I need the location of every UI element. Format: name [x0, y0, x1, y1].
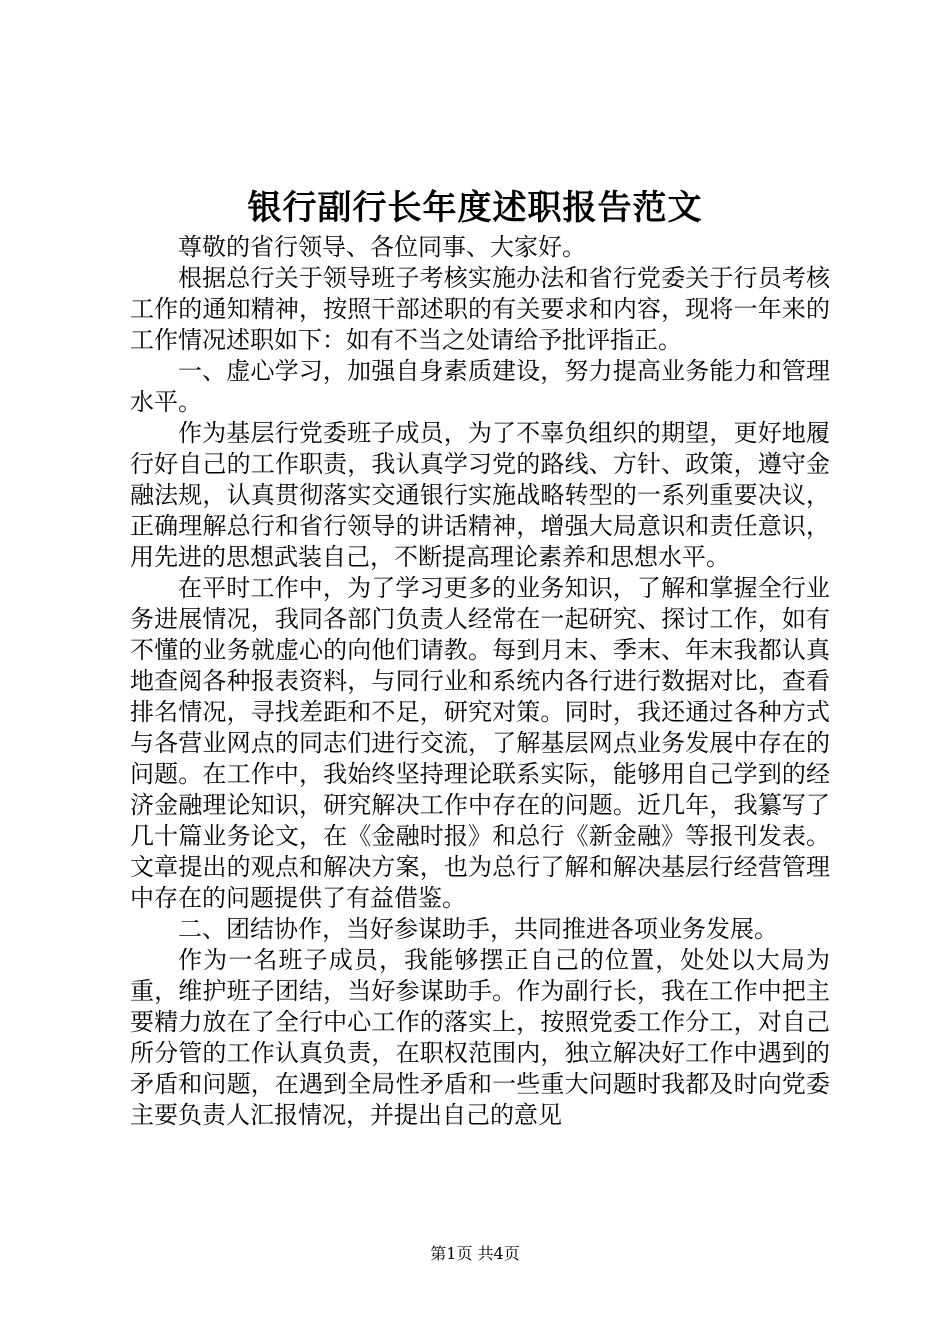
paragraph-intro: 根据总行关于领导班子考核实施办法和省行党委关于行员考核工作的通知精神，按照干部述职的有关要求和内容，现将一年来的工作情况述职如下：如有不当之处请给予批评指正。	[130, 264, 830, 354]
paragraph: 在平时工作中，为了学习更多的业务知识，了解和掌握全行业务进展情况，我同各部门负责人经常在一起研究、探讨工作，如有不懂的业务就虚心的向他们请教。每到月末、季末、年末我都认真地查阅各种报表资料，与同行业和系统内各行进行数据对比，查看排名情况，寻找差距和不足，研究对策。同时，我还通过各种方式与各营业网点的同志们进行交流，了解基层网点业务发展中存在的问题。在工作中，我始终坚持理论联系实际，能够用自己学到的经济金融理论知识，研究解决工作中存在的问题。近几年，我纂写了几十篇业务论文，在《金融时报》和总行《新金融》等报刊发表。文章提出的观点和解决方案，也为总行了解和解决基层行经营管理中存在的问题提供了有益借鉴。	[130, 574, 830, 912]
section-heading-1: 一、虚心学习，加强自身素质建设，努力提高业务能力和管理水平。	[130, 357, 830, 416]
document-body	[130, 232, 830, 1131]
document-title: 银行副行长年度述职报告范文	[247, 188, 703, 228]
page-indicator: 第1页 共4页	[430, 1244, 520, 1263]
section-heading-2: 二、团结协作，当好参谋助手，共同推进各项业务发展。	[178, 915, 778, 943]
paragraph-greeting: 尊敬的省行领导、各位同事、大家好。	[178, 233, 586, 261]
paragraph: 作为一名班子成员，我能够摆正自己的位置，处处以大局为重，维护班子团结，当好参谋助手。作为副行长，我在工作中把主要精力放在了全行中心工作的落实上，按照党委工作分工，对自己所分管的工作认真负责，在职权范围内，独立解决好工作中遇到的矛盾和问题，在遇到全局性矛盾和一些重大问题时我都及时向党委主要负责人汇报情况，并提出自己的意见	[130, 946, 830, 1129]
paragraph: 作为基层行党委班子成员，为了不辜负组织的期望，更好地履行好自己的工作职责，我认真学习党的路线、方针、政策，遵守金融法规，认真贯彻落实交通银行实施战略转型的一系列重要决议，正确理解总行和省行领导的讲话精神，增强大局意识和责任意识，用先进的思想武装自己，不断提高理论素养和思想水平。	[130, 419, 830, 571]
